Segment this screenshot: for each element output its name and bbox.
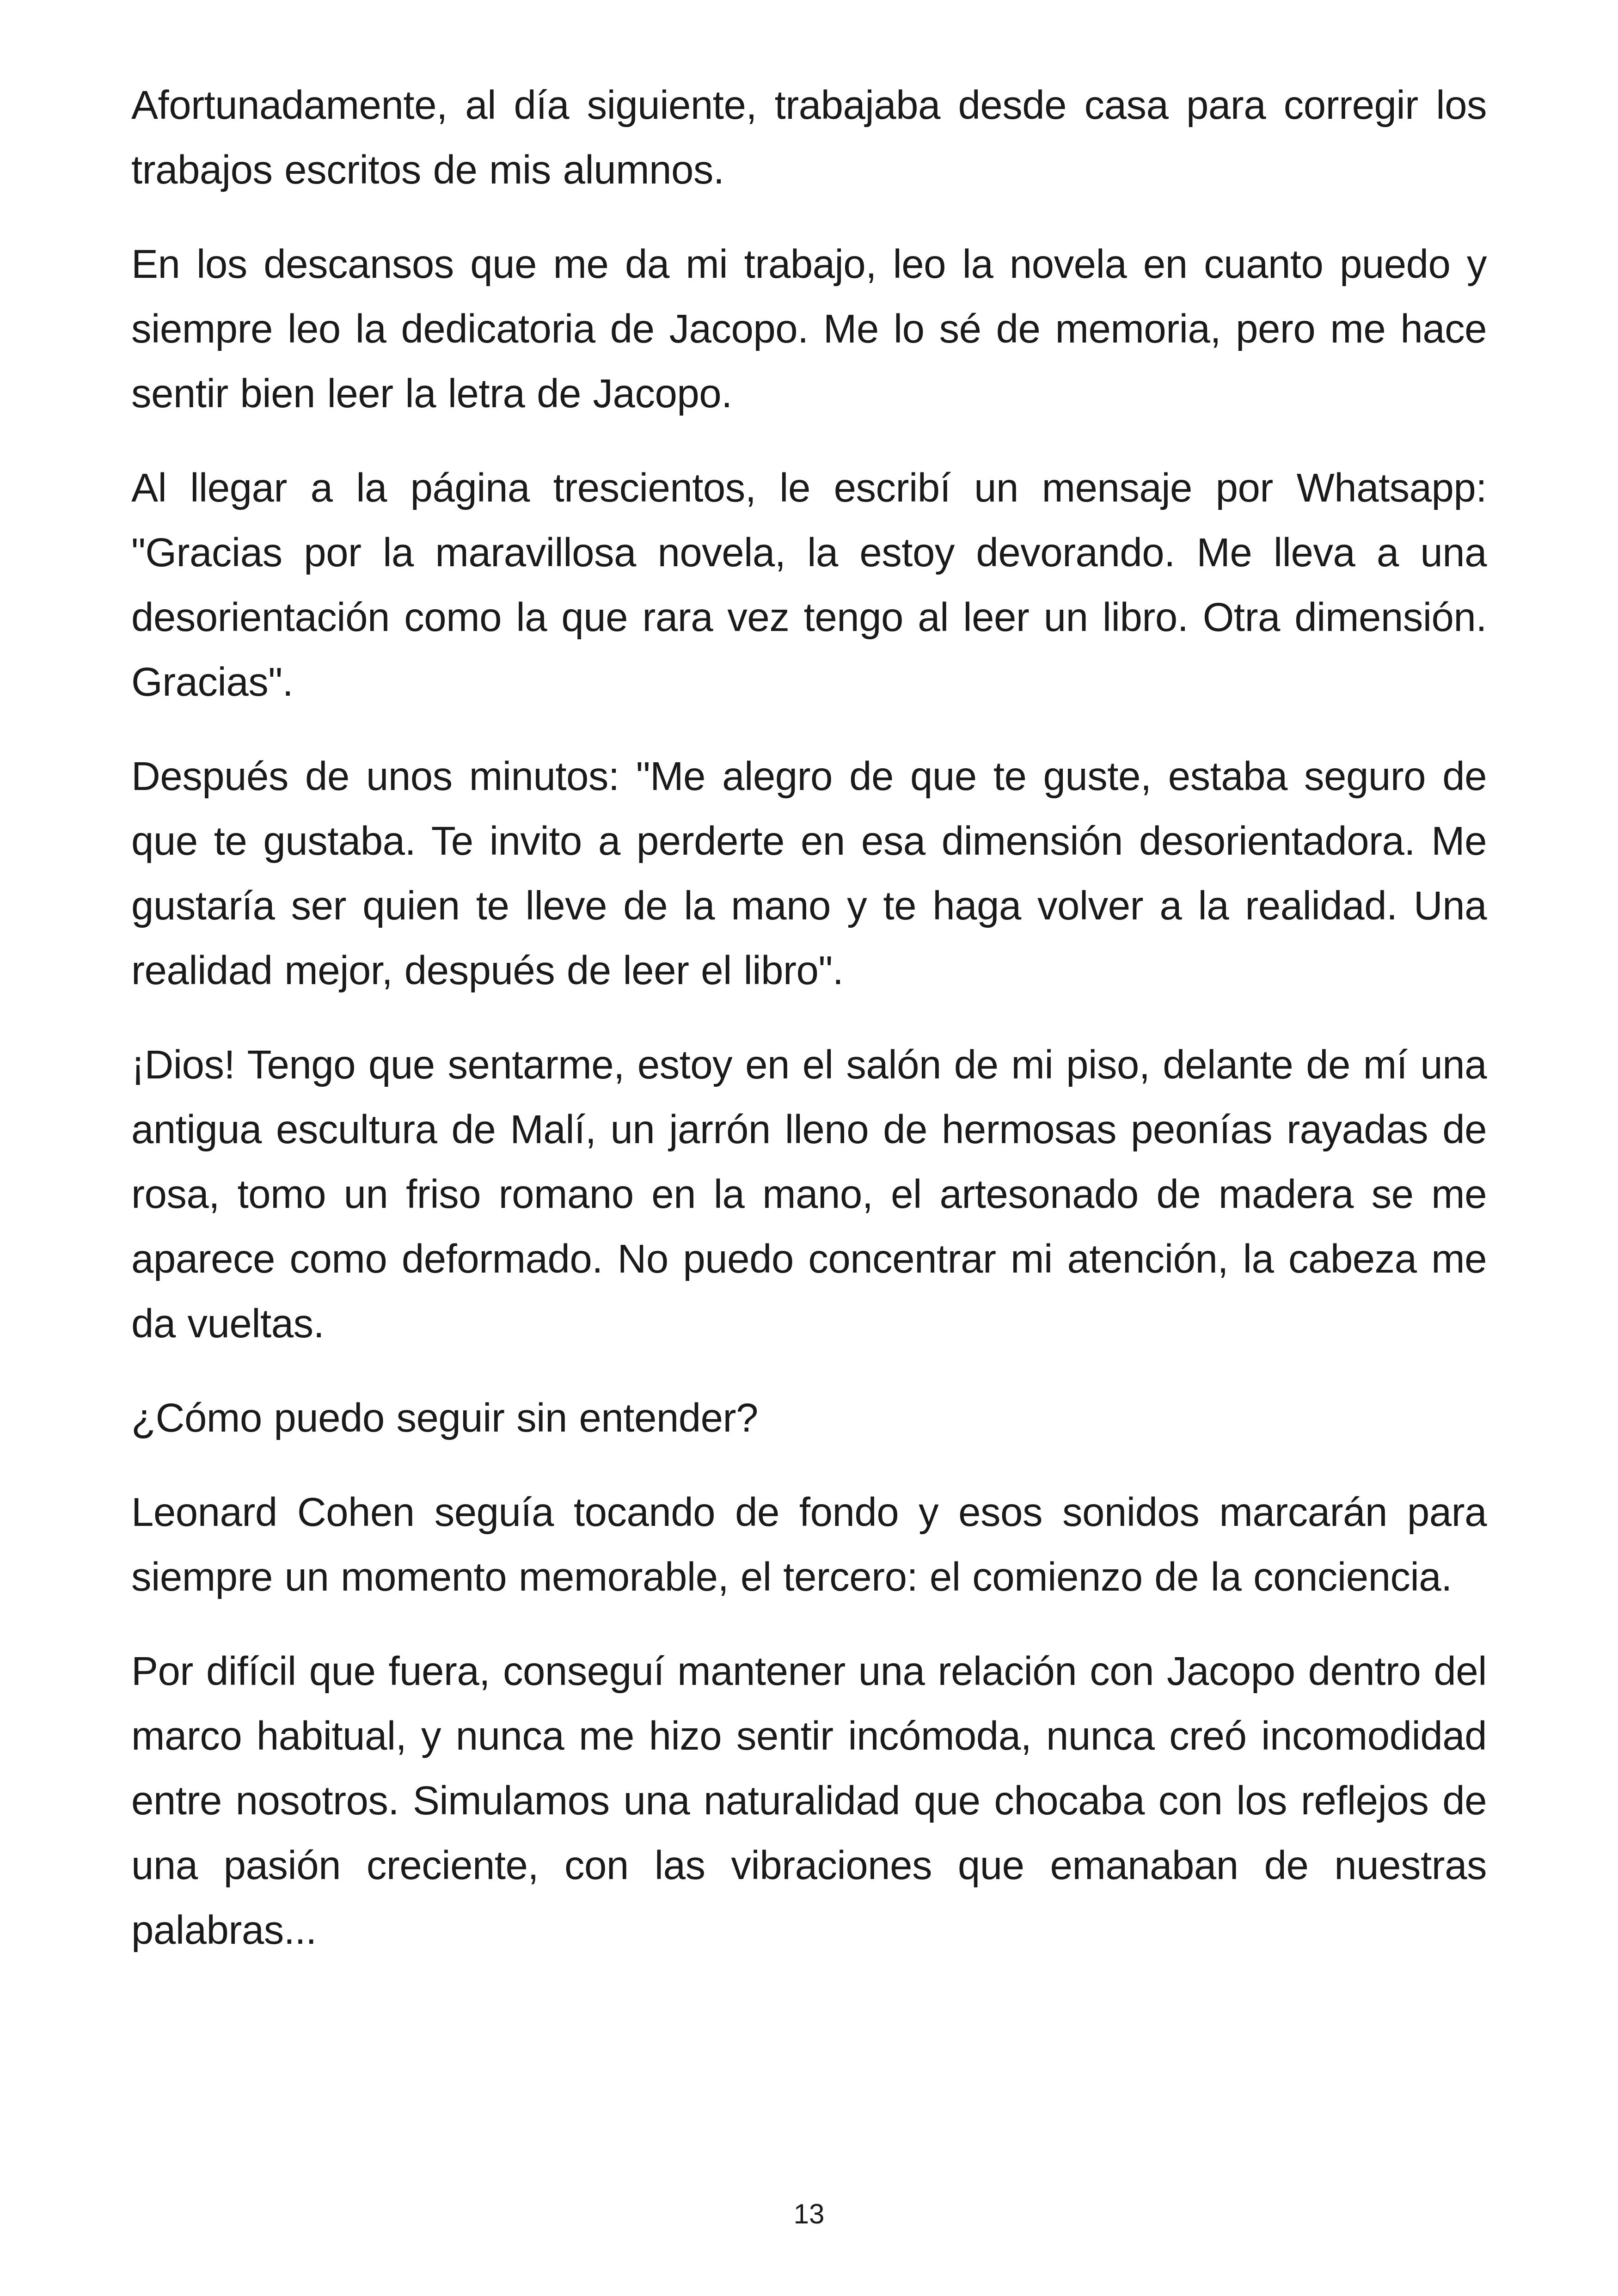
paragraph: Después de unos minutos: "Me alegro de que te guste, estaba seguro de que te gustaba. Te invito a perderte en esa dimensión desorientadora. Me gustaría ser quien te lleve de la mano y te haga volver a la realidad. Una realidad mejor, después de leer el libro". [131,754,1487,993]
page-number: 13 [793,2198,825,2229]
paragraph: Leonard Cohen seguía tocando de fondo y esos sonidos marcarán para siempre un momento memorable, el tercero: el comienzo de la conciencia. [131,1490,1487,1599]
paragraph: ¿Cómo puedo seguir sin entender? [131,1396,758,1440]
paragraph: Afortunadamente, al día siguiente, trabajaba desde casa para corregir los trabajos escritos de mis alumnos. [131,83,1487,192]
paragraph: Por difícil que fuera, conseguí mantener una relación con Jacopo dentro del marco habitual, y nunca me hizo sentir incómoda, nunca creó incomodidad entre nosotros. Simulamos una naturalidad que chocaba con los reflejos de una pasión creciente, con las vibraciones que emanaban de nuestras palabras... [131,1649,1487,1953]
paragraph: ¡Dios! Tengo que sentarme, estoy en el salón de mi piso, delante de mí una antigua escultura de Malí, un jarrón lleno de hermosas peonías rayadas de rosa, tomo un friso romano en la mano, el artesonado de madera se me aparece como deformado. No puedo concentrar mi atención, la cabeza me da vueltas. [131,1042,1487,1346]
document-body [131,73,1487,1992]
paragraph: En los descansos que me da mi trabajo, leo la novela en cuanto puedo y siempre leo la dedicatoria de Jacopo. Me lo sé de memoria, pero me hace sentir bien leer la letra de Jacopo. [131,242,1487,416]
paragraph: Al llegar a la página trescientos, le escribí un mensaje por Whatsapp: "Gracias por la maravillosa novela, la estoy devorando. Me lleva a una desorientación como la que rara vez tengo al leer un libro. Otra dimensión. Gracias". [131,465,1487,704]
